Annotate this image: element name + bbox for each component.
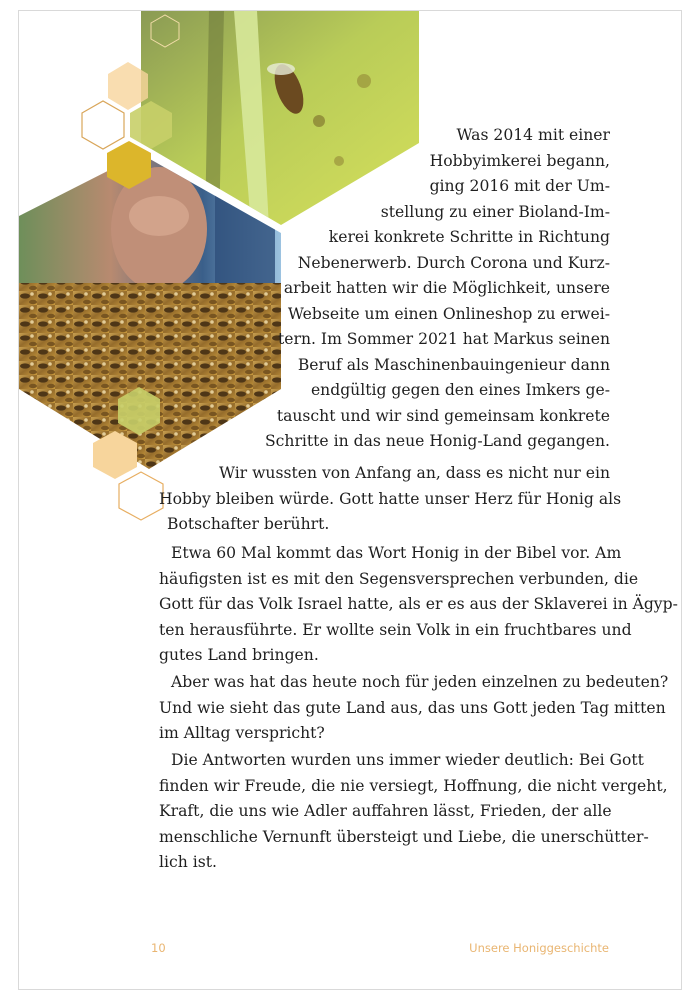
text-line: Hobby bleiben würde. Gott hatte unser Herz für Honig als (159, 489, 622, 508)
text-line: stellung zu einer Bioland-Im- (380, 202, 610, 221)
paragraph-3 (159, 541, 678, 669)
honeycomb-bees-photo (19, 281, 281, 471)
text-line: Botschafter berührt. (167, 515, 330, 533)
running-title: Unsere Honiggeschichte (469, 941, 609, 955)
paragraph-2 (159, 461, 622, 538)
text-line: lich ist. (159, 853, 217, 871)
paragraph-4 (159, 670, 669, 747)
text-line: Gott für das Volk Israel hatte, als er es aus der Sklaverei in Ägyp- (159, 595, 678, 613)
intro-paragraph (257, 123, 610, 455)
text-line: kerei konkrete Schritte in Richtung (328, 228, 610, 246)
page-number: 10 (151, 941, 166, 955)
text-line: Beruf als Maschinenbauingenieur dann (297, 355, 610, 374)
text-line: Die Antworten wurden uns immer wieder deutlich: Bei Gott (171, 751, 644, 769)
text-line: Und wie sieht das gute Land aus, das uns Gott jeden Tag mitten (159, 698, 666, 717)
text-line: ging 2016 mit der Um- (429, 177, 610, 195)
book-page (18, 10, 682, 990)
text-line: finden wir Freude, die nie versiegt, Hoffnung, die nicht vergeht, (159, 776, 668, 795)
text-line: Aber was hat das heute noch für jeden einzelnen zu bedeuten? (171, 673, 669, 691)
text-line: Etwa 60 Mal kommt das Wort Honig in der Bibel vor. Am (171, 544, 622, 562)
paragraph-5 (159, 748, 668, 876)
text-line: Nebenerwerb. Durch Corona und Kurz- (297, 253, 610, 272)
text-line: gutes Land bringen. (159, 646, 319, 664)
text-line: arbeit hatten wir die Möglichkeit, unsere (283, 279, 610, 297)
text-line: ten herausführte. Er wollte sein Volk in ein fruchtbares und (159, 620, 632, 639)
text-line: menschliche Vernunft übersteigt und Liebe, die unerschütter- (159, 827, 649, 846)
text-line: Was 2014 mit einer (456, 126, 610, 144)
text-line: Schritte in das neue Honig-Land gegangen. (265, 432, 610, 450)
text-line: Hobbyimkerei begann, (429, 151, 610, 170)
text-line: häufigsten ist es mit den Segensversprechen verbunden, die (159, 569, 639, 588)
text-line: Wir wussten von Anfang an, dass es nicht nur ein (218, 464, 610, 482)
text-line: tauscht und wir sind gemeinsam konkrete (276, 406, 610, 425)
text-line: im Alltag verspricht? (159, 724, 325, 742)
text-line: Kraft, die uns wie Adler auffahren lässt, Frieden, der alle (159, 802, 612, 820)
text-line: endgültig gegen den eines Imkers ge- (310, 381, 610, 399)
text-line: Webseite um einen Onlineshop zu erwei- (287, 304, 610, 323)
text-line: tern. Im Sommer 2021 hat Markus seinen (278, 330, 610, 348)
